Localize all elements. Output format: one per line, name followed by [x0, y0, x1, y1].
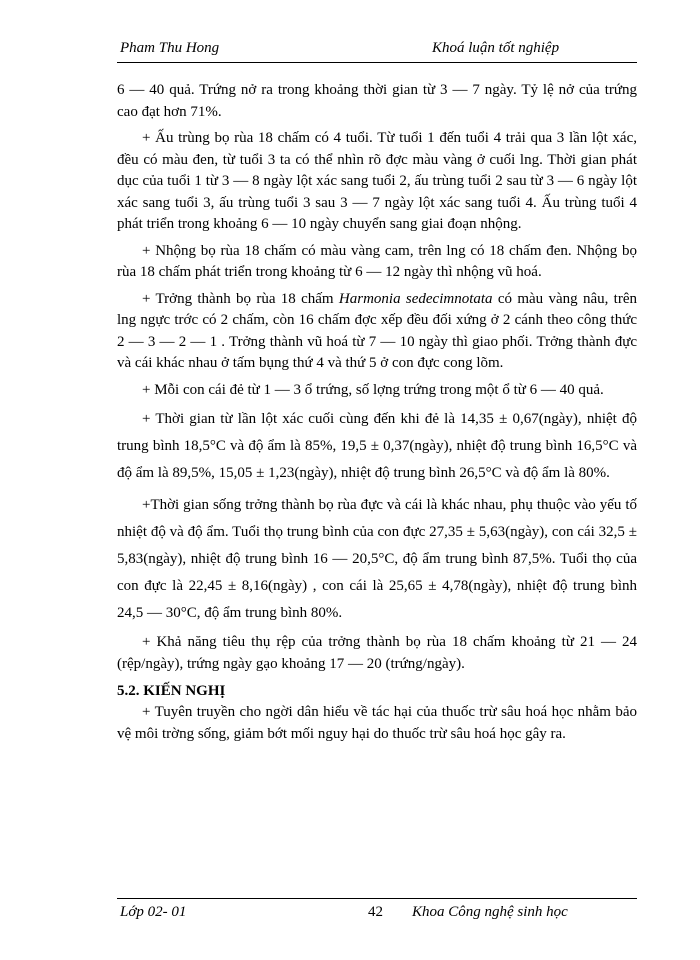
- paragraph-egg-hatching: 6 — 40 quả. Trứng nở ra trong khoảng thời gian từ 3 — 7 ngày. Tỷ lệ nở của trứng cao đạt hơn 71%.: [117, 82, 637, 120]
- footer-class: Lớp 02- 01: [120, 904, 187, 920]
- paragraph-aphid-consumption: + Khả năng tiêu thụ rệp của trởng thành bọ rùa 18 chấm khoảng từ 21 — 24 (rệp/ngày), trứng ngày gạo khoảng 17 — 20 (trứng/ngày).: [117, 634, 637, 672]
- header-author: Pham Thu Hong: [120, 40, 220, 56]
- adult-text-before: + Trởng thành bọ rùa 18 chấm: [142, 290, 339, 307]
- header-thesis-title: Khoá luận tốt nghiệp: [432, 40, 560, 56]
- footer-faculty: Khoa Công nghệ sinh học: [412, 904, 568, 920]
- paragraph-eggs-per-female: + Mỗi con cái đẻ từ 1 — 3 ổ trứng, số lợng trứng trong một ổ từ 6 — 40 quả.: [142, 381, 604, 398]
- paragraph-pupa: + Nhộng bọ rùa 18 chấm có màu vàng cam, trên lng có 18 chấm đen. Nhộng bọ rùa 18 chấm phát triển trong khoảng từ 6 — 12 ngày thì nhộng vũ hoá.: [117, 242, 637, 280]
- paragraph-oviposition-time: + Thời gian từ lần lột xác cuối cùng đến khi đẻ là 14,35 ± 0,67(ngày), nhiệt độ trung bình 18,5°C và độ ẩm là 85%, 19,5 ± 0,37(ngày), nhiệt độ trung bình 16,5°C và độ ẩm là 89,5%, 15,05 ± 1,23(ngày), nhiệt độ trung bình 26,5°C và độ ẩm là 80%.: [117, 411, 637, 481]
- header-divider: [117, 62, 637, 63]
- footer-divider: [117, 898, 637, 899]
- paragraph-adult: [117, 289, 637, 375]
- paragraph-larva: + Ấu trùng bọ rùa 18 chấm có 4 tuổi. Từ tuổi 1 đến tuổi 4 trải qua 3 lần lột xác, đều có màu đen, từ tuổi 3 ta có thể nhìn rõ đợc màu vàng ở cuối lng. Thời gian phát dục của tuổi 1 từ 3 — 8 ngày lột xác sang tuổi 2, ấu trùng tuổi 2 sau từ 3 — 6 ngày lột xác sang tuổi 3, ấu trùng tuổi 3 sau 3 — 7 ngày lột xác sang tuổi 4. Ấu trùng tuổi 4 phát triển trong khoảng 6 — 10 ngày chuyển sang giai đoạn nhộng.: [117, 130, 637, 232]
- section-heading: 5.2. KIẾN NGHỊ: [117, 683, 226, 699]
- adult-text-after: có màu vàng nâu, trên lng ngực trớc có 2 chấm, còn 16 chấm đợc xếp đều đối xứng ở 2 cánh theo công thức 2 — 3 — 2 — 1 . Trởng thành vũ hoá từ 7 — 10 ngày thì giao phối. Trởng thành đực và cái khác nhau ở tấm bụng thứ 4 và thứ 5 ở con đực cong lõm.: [117, 290, 637, 371]
- document-body: [117, 80, 637, 750]
- paragraph-adult-lifespan: +Thời gian sống trởng thành bọ rùa đực và cái là khác nhau, phụ thuộc vào yếu tố nhiệt độ và độ ẩm. Tuổi thọ trung bình của con đực 27,35 ± 5,63(ngày), con cái 32,5 ± 5,83(ngày), nhiệt độ trung bình 16 — 20,5°C, độ ẩm trung bình 87,5%. Tuổi thọ của con đực là 22,45 ± 8,16(ngày) , con cái là 25,65 ± 4,78(ngày), nhiệt độ trung bình 24,5 — 30°C, độ ẩm trung bình 80%.: [117, 497, 637, 621]
- species-name: Harmonia sedecimnotata: [338, 290, 493, 307]
- paragraph-recommendation: + Tuyên truyền cho ngời dân hiểu về tác hại của thuốc trừ sâu hoá học nhằm bảo vệ môi trờng sống, giảm bớt mối nguy hại do thuốc trừ sâu hoá học gây ra.: [117, 704, 637, 742]
- page-number: 42: [368, 904, 383, 920]
